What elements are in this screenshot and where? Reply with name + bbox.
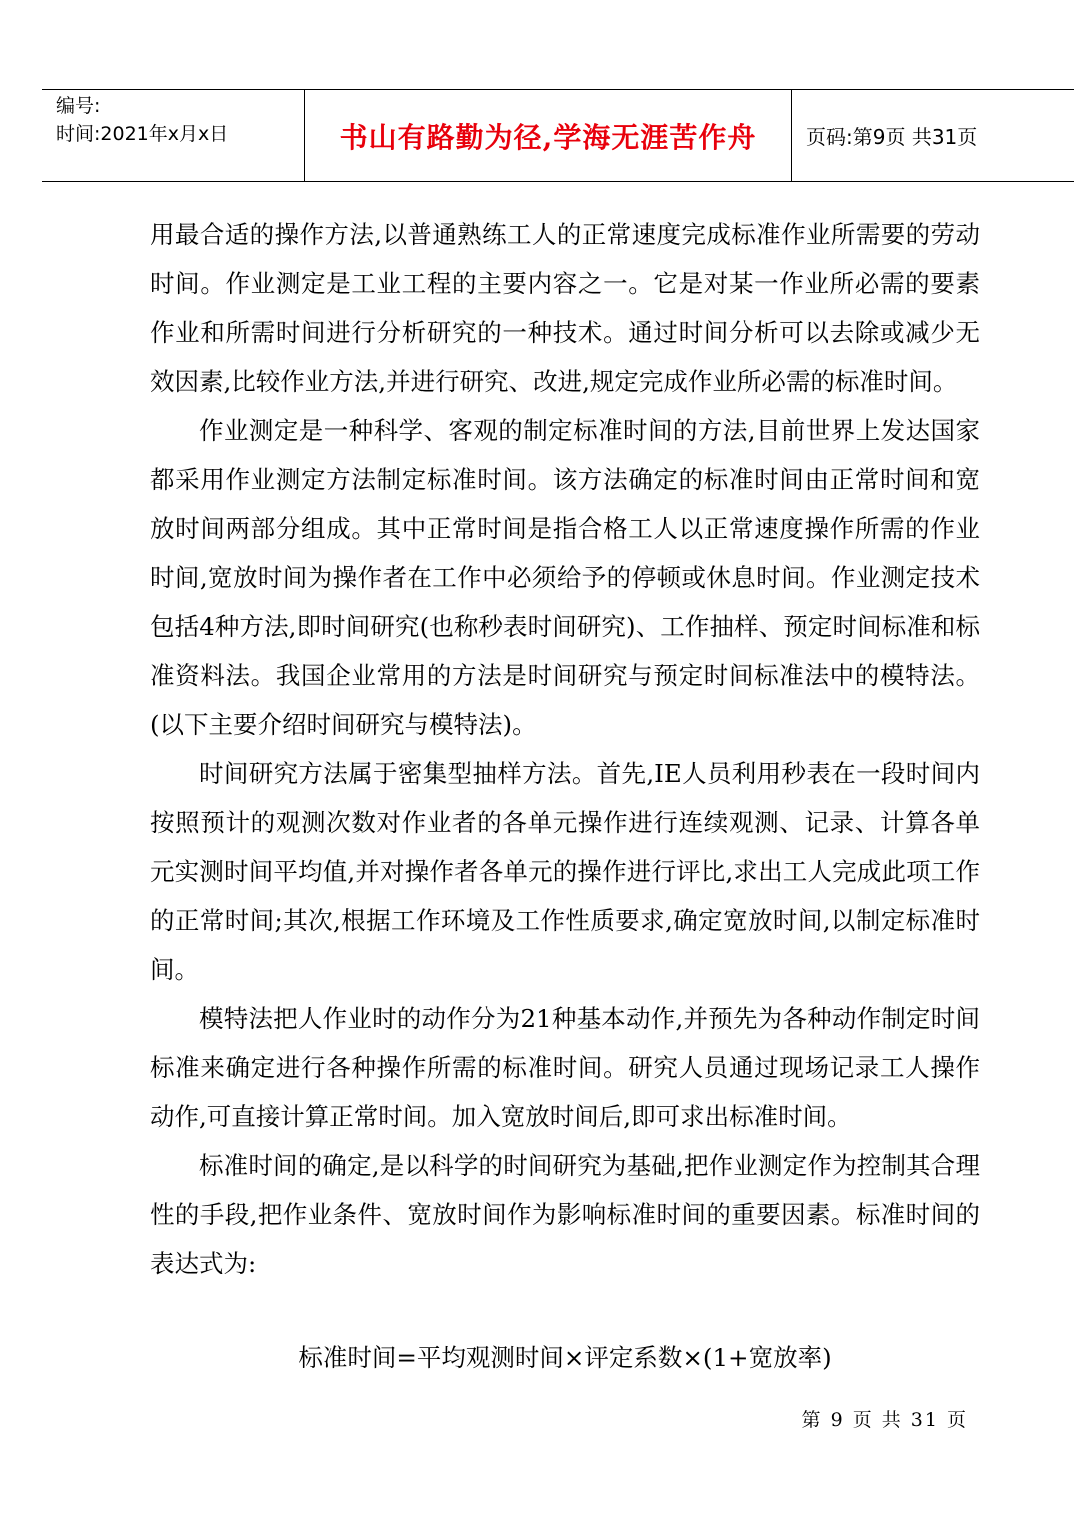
date-label: 时间:2021年x月x日 bbox=[56, 123, 229, 145]
page-footer: 第 9 页 共 31 页 bbox=[801, 1409, 968, 1431]
document-body bbox=[150, 210, 980, 1288]
header-page-info: 页码:第9页 共31页 bbox=[806, 125, 978, 149]
serial-number-label: 编号: bbox=[56, 95, 101, 117]
paragraph-4: 模特法把人作业时的动作分为21种基本动作,并预先为各种动作制定时间标准来确定进行各种操作所需的标准时间。研究人员通过现场记录工人操作动作,可直接计算正常时间。加入宽放时间后,即可求出标准时间。 bbox=[150, 1004, 980, 1131]
paragraph-2: 作业测定是一种科学、客观的制定标准时间的方法,目前世界上发达国家都采用作业测定方法制定标准时间。该方法确定的标准时间由正常时间和宽放时间两部分组成。其中正常时间是指合格工人以正常速度操作所需的作业时间,宽放时间为操作者在工作中必须给予的停顿或休息时间。作业测定技术包括4种方法,即时间研究(也称秒表时间研究)、工作抽样、预定时间标准和标准资料法。我国企业常用的方法是时间研究与预定时间标准法中的模特法。(以下主要介绍时间研究与模特法)。 bbox=[150, 416, 980, 739]
header-meta-cell bbox=[42, 90, 305, 181]
paragraph-1: 用最合适的操作方法,以普通熟练工人的正常速度完成标准作业所需要的劳动时间。作业测定是工业工程的主要内容之一。它是对某一作业所必需的要素作业和所需时间进行分析研究的一种技术。通过时间分析可以去除或减少无效因素,比较作业方法,并进行研究、改进,规定完成作业所必需的标准时间。 bbox=[150, 220, 980, 396]
standard-time-formula: 标准时间=平均观测时间×评定系数×(1+宽放率) bbox=[298, 1343, 832, 1372]
paragraph-3: 时间研究方法属于密集型抽样方法。首先,IE人员利用秒表在一段时间内按照预计的观测次数对作业者的各单元操作进行连续观测、记录、计算各单元实测时间平均值,并对操作者各单元的操作进行评比,求出工人完成此项工作的正常时间;其次,根据工作环境及工作性质要求,确定宽放时间,以制定标准时间。 bbox=[150, 759, 980, 984]
header-motto: 书山有路勤为径,学海无涯苦作舟 bbox=[305, 90, 792, 181]
paragraph-5: 标准时间的确定,是以科学的时间研究为基础,把作业测定作为控制其合理性的手段,把作业条件、宽放时间作为影响标准时间的重要因素。标准时间的表达式为: bbox=[150, 1151, 980, 1278]
page-header bbox=[42, 89, 1074, 182]
